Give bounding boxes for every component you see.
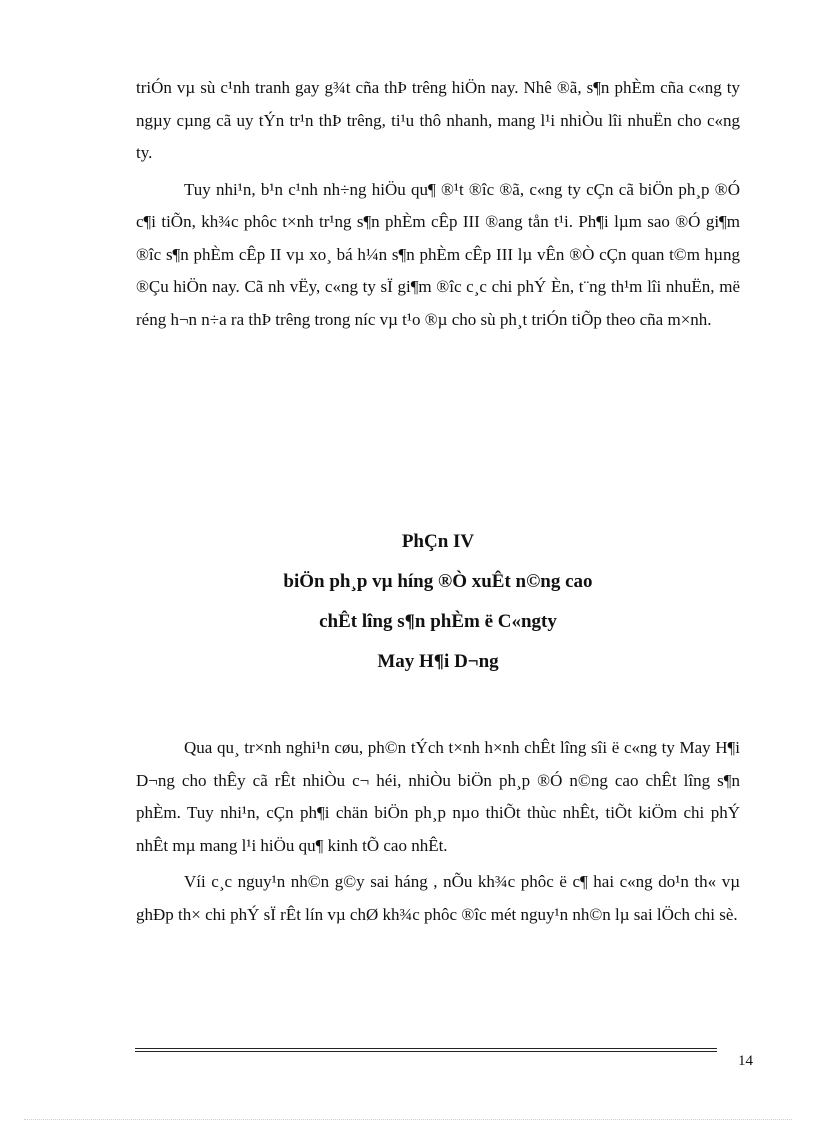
page-edge-divider bbox=[24, 1119, 792, 1120]
heading-line: chÊt lîng s¶n phÈm ë C«ngty bbox=[319, 611, 557, 632]
paragraph: Tuy nhi¹n, b¹n c¹nh nh÷ng hiÖu qu¶ ®¹t ®îc ®ã, c«ng ty cÇn cã biÖn ph¸p ®Ó c¶i tiÕn, kh¾c phôc t×nh tr¹ng s¶n phÈm cÊp III ®ang tån t¹i. Ph¶i lµm sao ®Ó gi¶m ®îc s¶n phÈm cÊp II vµ xo¸ bá h¼n s¶n phÈm cÊp III lµ vÊn ®Ò cÇn quan t©m hµng ®Çu hiÖn nay. Cã nh vËy, c«ng ty sÏ gi¶m ®îc c¸c chi phÝ Èn, t¨ng th¹m lîi nhuËn, më réng h¬n n÷a ra thÞ trêng trong níc vµ t¹o ®µ cho sù ph¸t triÓn tiÕp theo cña m×nh. bbox=[136, 179, 740, 329]
paragraph: triÓn vµ sù c¹nh tranh gay g¾t cña thÞ trêng hiÖn nay. Nhê ®ã, s¶n phÈm cña c«ng ty ngµy cµng cã uy tÝn tr¹n thÞ trêng, ti¹u thô nhanh, mang l¹i nhiÒu lîi nhuËn cho c«ng ty. bbox=[136, 78, 740, 162]
body-text-bottom bbox=[136, 732, 740, 931]
body-text-top bbox=[136, 72, 740, 336]
footer-rule bbox=[135, 1048, 717, 1049]
heading-line: May H¶i D¬ng bbox=[377, 651, 499, 672]
page-number: 14 bbox=[738, 1053, 753, 1069]
section-heading bbox=[136, 522, 740, 682]
paragraph: Qua qu¸ tr×nh nghi¹n cøu, ph©n tÝch t×nh h×nh chÊt lîng sîi ë c«ng ty May H¶i D¬ng cho thÊy cã rÊt nhiÒu c¬ héi, nhiÒu biÖn ph¸p ®Ó n©ng cao chÊt lîng s¶n phÈm. Tuy nhi¹n, cÇn ph¶i chän biÖn ph¸p nµo thiÕt thùc nhÊt, tiÕt kiÖm chi phÝ nhÊt mµ mang l¹i hiÖu qu¶ kinh tÕ cao nhÊt. bbox=[136, 738, 740, 855]
footer-rule-double bbox=[135, 1051, 717, 1052]
heading-line: biÖn ph¸p vµ híng ®Ò xuÊt n©ng cao bbox=[283, 571, 593, 592]
paragraph: Víi c¸c nguy¹n nh©n g©y sai háng , nÕu kh¾c phôc ë c¶ hai c«ng do¹n th« vµ ghÐp th× chi phÝ sÏ rÊt lín vµ chØ kh¾c phôc ®îc mét nguy¹n nh©n lµ sai lÖch chi sè. bbox=[136, 872, 740, 924]
heading-part-title: PhÇn IV bbox=[401, 531, 475, 552]
